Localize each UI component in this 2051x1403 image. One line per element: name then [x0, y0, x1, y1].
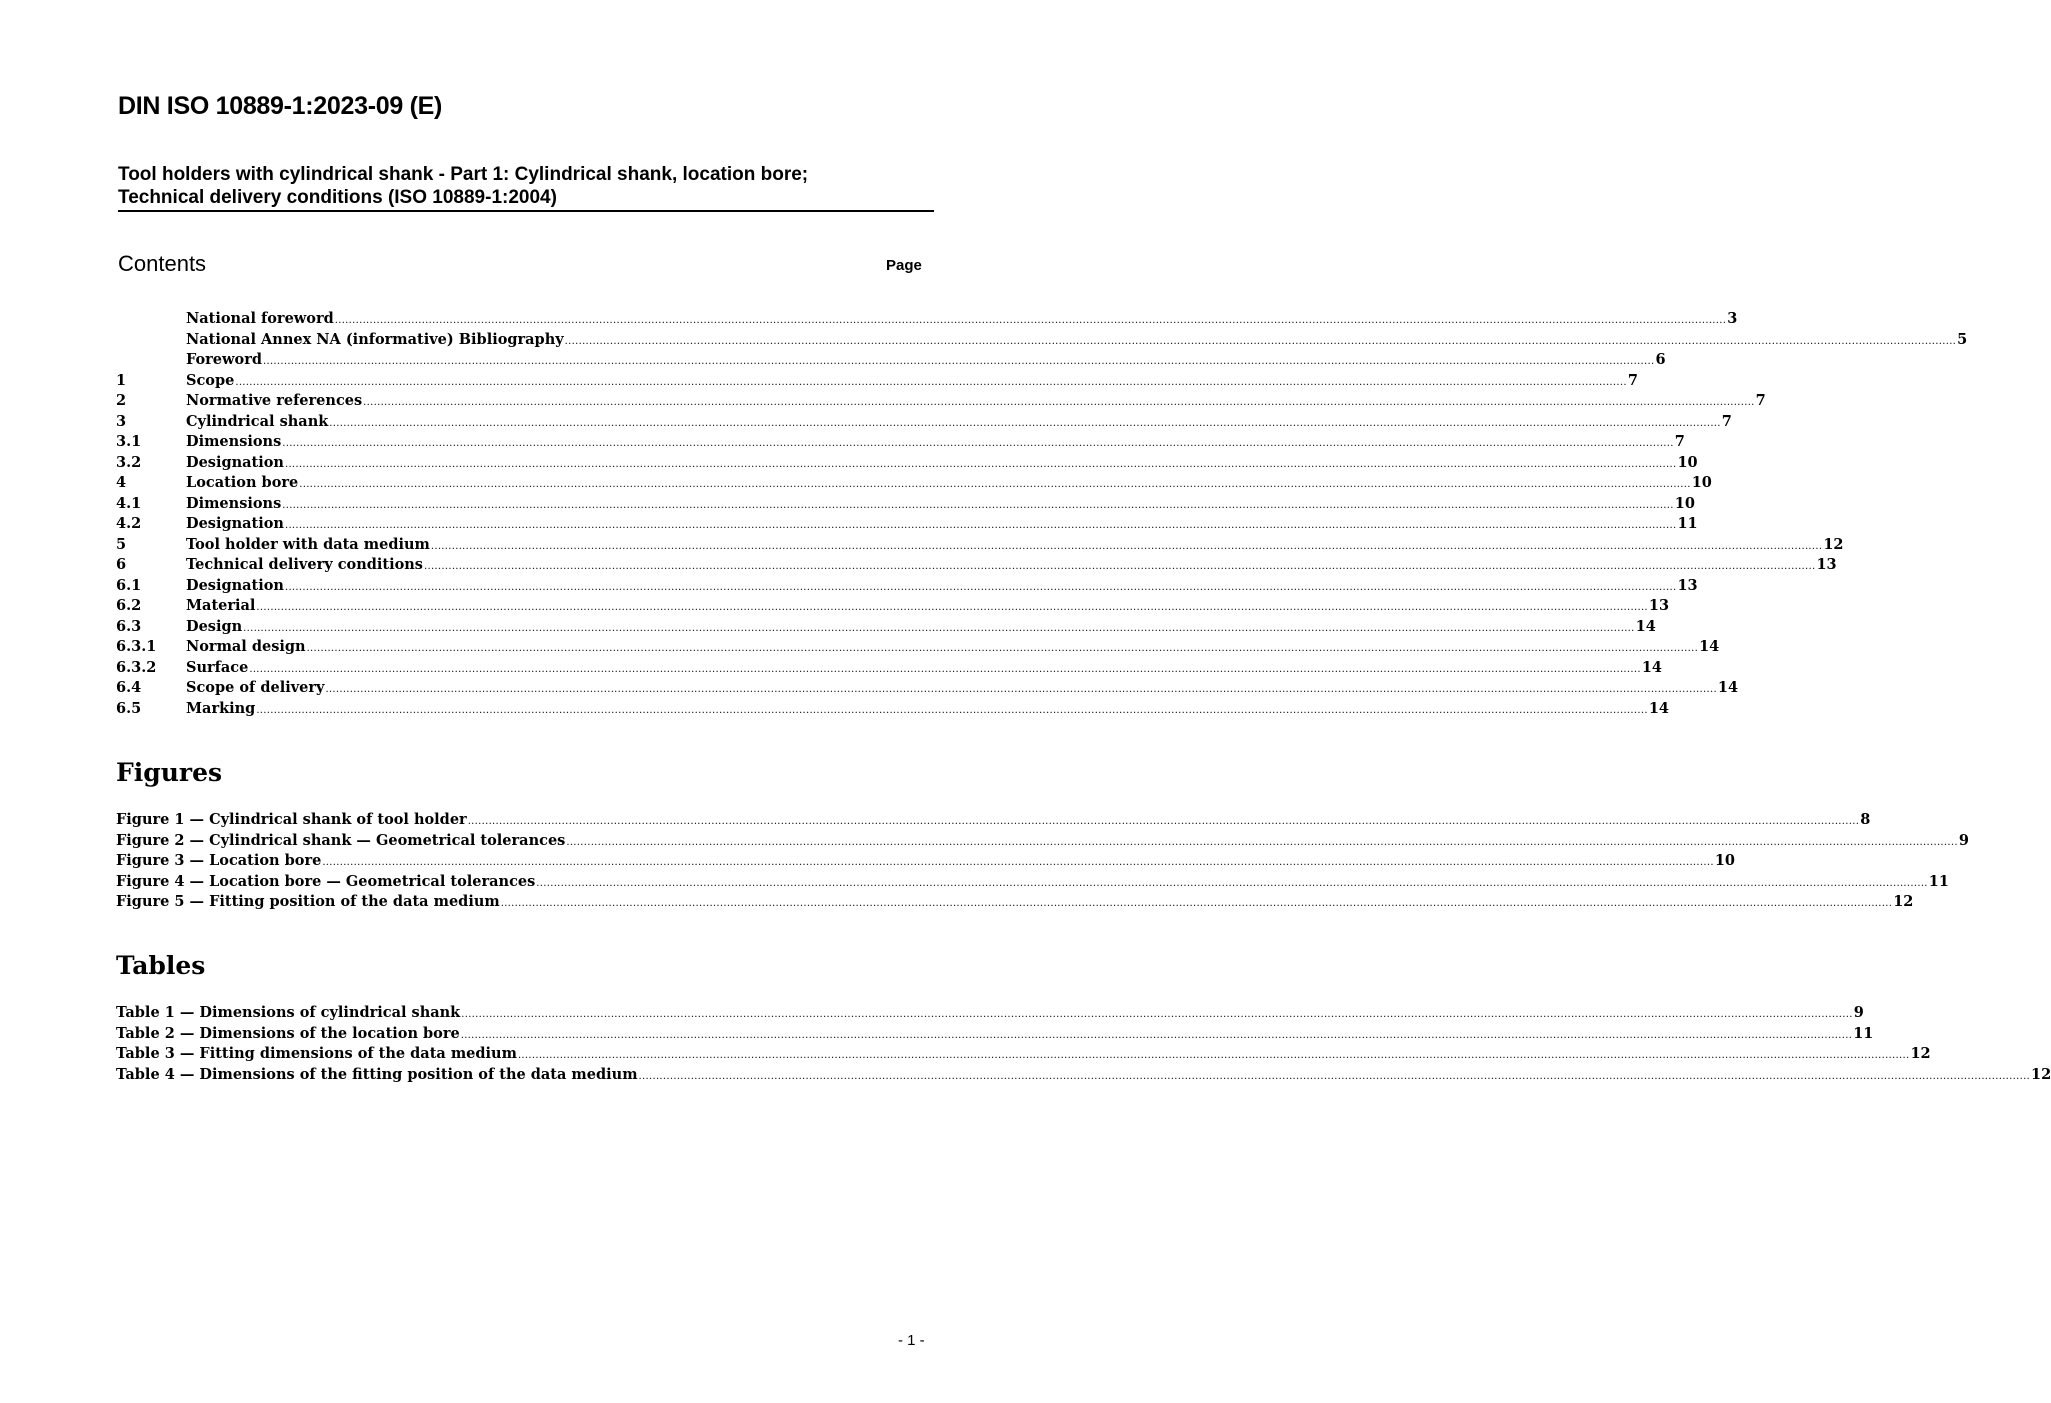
toc-entry[interactable]	[116, 678, 1739, 699]
toc-entry-label: Location bore	[186, 474, 299, 491]
document-title	[118, 163, 878, 209]
toc-entry-page: 9	[1853, 1004, 1864, 1021]
toc-entry-number: 3.2	[116, 453, 142, 471]
dot-leader: ................................................................................................................................................................................................................................................................................................................................................................................................................	[363, 397, 1755, 408]
dot-leader: ................................................................................................................................................................................................................................................................................................................................................................................................................	[461, 1009, 1853, 1020]
toc-entry-label: Tool holder with data medium	[186, 535, 430, 553]
toc-entry[interactable]	[116, 309, 1738, 330]
toc-entry-number: 1	[116, 371, 127, 389]
toc-entry[interactable]	[116, 371, 1638, 392]
toc-entry-page: 3	[1727, 310, 1738, 327]
toc-entry-label: Design	[186, 617, 243, 635]
toc-entry-page: 12	[2031, 1065, 2051, 1083]
toc-entry-page: 14	[1717, 679, 1739, 696]
toc-entry-page: 10	[1714, 852, 1735, 869]
toc-entry-number: 6	[116, 556, 127, 573]
dot-leader: ................................................................................................................................................................................................................................................................................................................................................................................................................	[500, 898, 1893, 909]
toc-entry[interactable]	[116, 596, 1670, 617]
dot-leader: ................................................................................................................................................................................................................................................................................................................................................................................................................	[329, 417, 1721, 429]
toc-entry-page: 11	[1853, 1024, 1874, 1042]
toc-entry-label: Table 1 — Dimensions of cylindrical shank	[116, 1004, 461, 1021]
toc-entry-number: 6.5	[116, 699, 142, 717]
toc-entry[interactable]	[116, 1024, 1874, 1045]
toc-entry-number: 4	[116, 474, 127, 491]
toc-entry[interactable]	[116, 473, 1712, 494]
toc-entry-page: 14	[1648, 699, 1669, 717]
document-title-line-1: Tool holders with cylindrical shank - Part 1: Cylindrical shank, location bore;	[118, 164, 809, 185]
toc-entry-label: Normal design	[186, 638, 306, 655]
toc-entry[interactable]	[116, 699, 1669, 720]
toc-entry-page: 7	[1721, 412, 1732, 430]
toc-entry[interactable]	[116, 872, 1949, 893]
dot-leader: ................................................................................................................................................................................................................................................................................................................................................................................................................	[284, 458, 1677, 470]
toc-entry-page: 11	[1677, 515, 1698, 532]
dot-leader: ................................................................................................................................................................................................................................................................................................................................................................................................................	[430, 540, 1823, 552]
dot-leader: ................................................................................................................................................................................................................................................................................................................................................................................................................	[638, 1070, 2031, 1082]
dot-leader: ................................................................................................................................................................................................................................................................................................................................................................................................................	[566, 836, 1958, 848]
toc-entry-label: National Annex NA (informative) Bibliography	[186, 330, 564, 348]
toc-entry[interactable]	[116, 658, 1663, 679]
toc-entry-label: Figure 3 — Location bore	[116, 852, 322, 869]
toc-entry-page: 10	[1691, 474, 1712, 491]
toc-entry[interactable]	[116, 555, 1837, 576]
dot-leader: ................................................................................................................................................................................................................................................................................................................................................................................................................	[256, 704, 1648, 716]
dot-leader: ................................................................................................................................................................................................................................................................................................................................................................................................................	[334, 315, 1727, 326]
toc-entry[interactable]	[116, 892, 1914, 913]
dot-leader: ................................................................................................................................................................................................................................................................................................................................................................................................................	[460, 1029, 1853, 1041]
toc-entry-label: National foreword	[186, 310, 334, 327]
toc-entry[interactable]	[116, 535, 1844, 556]
toc-entry-number: 6.3.1	[116, 638, 157, 655]
dot-leader: ................................................................................................................................................................................................................................................................................................................................................................................................................	[423, 561, 1816, 572]
toc-entry-label: Table 4 — Dimensions of the fitting position of the data medium	[116, 1065, 638, 1083]
toc-entry[interactable]	[116, 432, 1685, 453]
toc-entry[interactable]	[116, 576, 1698, 597]
toc-entry-label: Figure 2 — Cylindrical shank — Geometrical tolerances	[116, 831, 566, 849]
toc-entry-number: 4.1	[116, 494, 142, 512]
dot-leader: ................................................................................................................................................................................................................................................................................................................................................................................................................	[517, 1050, 1910, 1061]
toc-entry-label: Surface	[186, 658, 249, 676]
toc-entry[interactable]	[116, 810, 1871, 831]
document-title-line-2: Technical delivery conditions (ISO 10889-1:2004)	[118, 187, 557, 208]
toc-entry-page: 12	[1910, 1045, 1931, 1062]
toc-entry-page: 10	[1674, 494, 1695, 512]
dot-leader: ................................................................................................................................................................................................................................................................................................................................................................................................................	[284, 581, 1677, 593]
toc-entry-page: 7	[1755, 392, 1766, 409]
toc-entry-label: Figure 5 — Fitting position of the data medium	[116, 893, 500, 910]
dot-leader: ................................................................................................................................................................................................................................................................................................................................................................................................................	[467, 816, 1860, 827]
tables-heading: Tables	[116, 951, 206, 980]
toc-entry-page: 7	[1627, 371, 1638, 389]
toc-entry-label: Technical delivery conditions	[186, 556, 423, 573]
toc-entry-page: 7	[1674, 433, 1685, 450]
toc-entry-label: Scope	[186, 371, 235, 389]
toc-entry-number: 5	[116, 535, 127, 553]
toc-entry-label: Material	[186, 597, 256, 614]
document-id: DIN ISO 10889-1:2023-09 (E)	[118, 92, 443, 120]
toc-entry[interactable]	[116, 1065, 2051, 1086]
toc-entry-label: Dimensions	[186, 433, 282, 450]
page-column-label: Page	[886, 257, 922, 274]
toc-entry[interactable]	[116, 412, 1732, 433]
toc-entry[interactable]	[116, 494, 1695, 515]
dot-leader: ................................................................................................................................................................................................................................................................................................................................................................................................................	[235, 376, 1627, 388]
title-divider	[118, 210, 934, 212]
dot-leader: ................................................................................................................................................................................................................................................................................................................................................................................................................	[249, 663, 1641, 675]
toc-entry-number: 3.1	[116, 433, 142, 450]
toc-entry-label: Scope of delivery	[186, 679, 325, 696]
toc-entry-number: 2	[116, 392, 127, 409]
toc-entry-page: 5	[1957, 330, 1968, 348]
toc-entry[interactable]	[116, 851, 1735, 872]
toc-entry[interactable]	[116, 453, 1698, 474]
dot-leader: ................................................................................................................................................................................................................................................................................................................................................................................................................	[243, 622, 1635, 634]
toc-entry-page: 8	[1860, 811, 1871, 828]
dot-leader: ................................................................................................................................................................................................................................................................................................................................................................................................................	[322, 857, 1714, 868]
contents-heading: Contents	[118, 251, 207, 276]
toc-entry-label: Figure 4 — Location bore — Geometrical tolerances	[116, 872, 536, 890]
toc-entry-number: 6.3	[116, 617, 142, 635]
toc-entry-page: 13	[1677, 576, 1698, 594]
dot-leader: ................................................................................................................................................................................................................................................................................................................................................................................................................	[282, 499, 1674, 511]
dot-leader: ................................................................................................................................................................................................................................................................................................................................................................................................................	[256, 602, 1648, 613]
page-number: - 1 -	[898, 1332, 925, 1349]
toc-entry-label: Figure 1 — Cylindrical shank of tool holder	[116, 811, 467, 828]
toc-entry-number: 6.1	[116, 576, 142, 594]
toc-entry-number: 3	[116, 412, 127, 430]
toc-entry-label: Designation	[186, 453, 284, 471]
toc-entry[interactable]	[116, 617, 1656, 638]
dot-leader: ................................................................................................................................................................................................................................................................................................................................................................................................................	[282, 438, 1674, 449]
toc-entry-label: Table 2 — Dimensions of the location bore	[116, 1024, 460, 1042]
toc-entry-label: Dimensions	[186, 494, 282, 512]
dot-leader: ................................................................................................................................................................................................................................................................................................................................................................................................................	[306, 643, 1699, 654]
toc-entry-label: Designation	[186, 515, 284, 532]
toc-entry-label: Marking	[186, 699, 256, 717]
toc-entry-page: 12	[1893, 893, 1914, 910]
toc-entry-label: Table 3 — Fitting dimensions of the data medium	[116, 1045, 517, 1062]
toc-entry-page: 14	[1699, 638, 1720, 655]
toc-entry[interactable]	[116, 350, 1666, 371]
tables-list	[116, 1003, 2051, 1085]
contents-list	[116, 309, 1968, 719]
toc-entry[interactable]	[116, 831, 1969, 852]
toc-entry-page: 14	[1641, 658, 1663, 676]
dot-leader: ................................................................................................................................................................................................................................................................................................................................................................................................................	[536, 877, 1928, 889]
toc-entry-number: 6.2	[116, 597, 142, 614]
toc-entry-label: Cylindrical shank	[186, 412, 329, 430]
toc-entry-page: 6	[1655, 351, 1666, 368]
toc-entry[interactable]	[116, 1044, 1931, 1065]
figures-list	[116, 810, 1969, 913]
toc-entry-number: 6.4	[116, 679, 142, 696]
dot-leader: ................................................................................................................................................................................................................................................................................................................................................................................................................	[325, 684, 1717, 695]
toc-entry-page: 13	[1648, 597, 1670, 614]
toc-entry[interactable]	[116, 514, 1698, 535]
toc-entry-page: 13	[1816, 556, 1837, 573]
toc-entry-label: Foreword	[186, 351, 262, 368]
toc-entry-page: 10	[1677, 453, 1698, 471]
dot-leader: ................................................................................................................................................................................................................................................................................................................................................................................................................	[564, 335, 1957, 347]
toc-entry-page: 14	[1635, 617, 1656, 635]
toc-entry-page: 12	[1823, 535, 1844, 553]
figures-heading: Figures	[116, 758, 223, 787]
toc-entry[interactable]	[116, 391, 1766, 412]
toc-entry[interactable]	[116, 330, 1968, 351]
toc-entry-number: 6.3.2	[116, 658, 157, 676]
toc-entry[interactable]	[116, 1003, 1864, 1024]
toc-entry-page: 11	[1928, 872, 1949, 890]
toc-entry-number: 4.2	[116, 515, 142, 532]
toc-entry-page: 9	[1958, 831, 1969, 849]
dot-leader: ................................................................................................................................................................................................................................................................................................................................................................................................................	[284, 520, 1677, 531]
toc-entry-label: Normative references	[186, 392, 363, 409]
dot-leader: ................................................................................................................................................................................................................................................................................................................................................................................................................	[299, 479, 1691, 490]
toc-entry-label: Designation	[186, 576, 284, 594]
dot-leader: ................................................................................................................................................................................................................................................................................................................................................................................................................	[262, 356, 1655, 367]
toc-entry[interactable]	[116, 637, 1720, 658]
